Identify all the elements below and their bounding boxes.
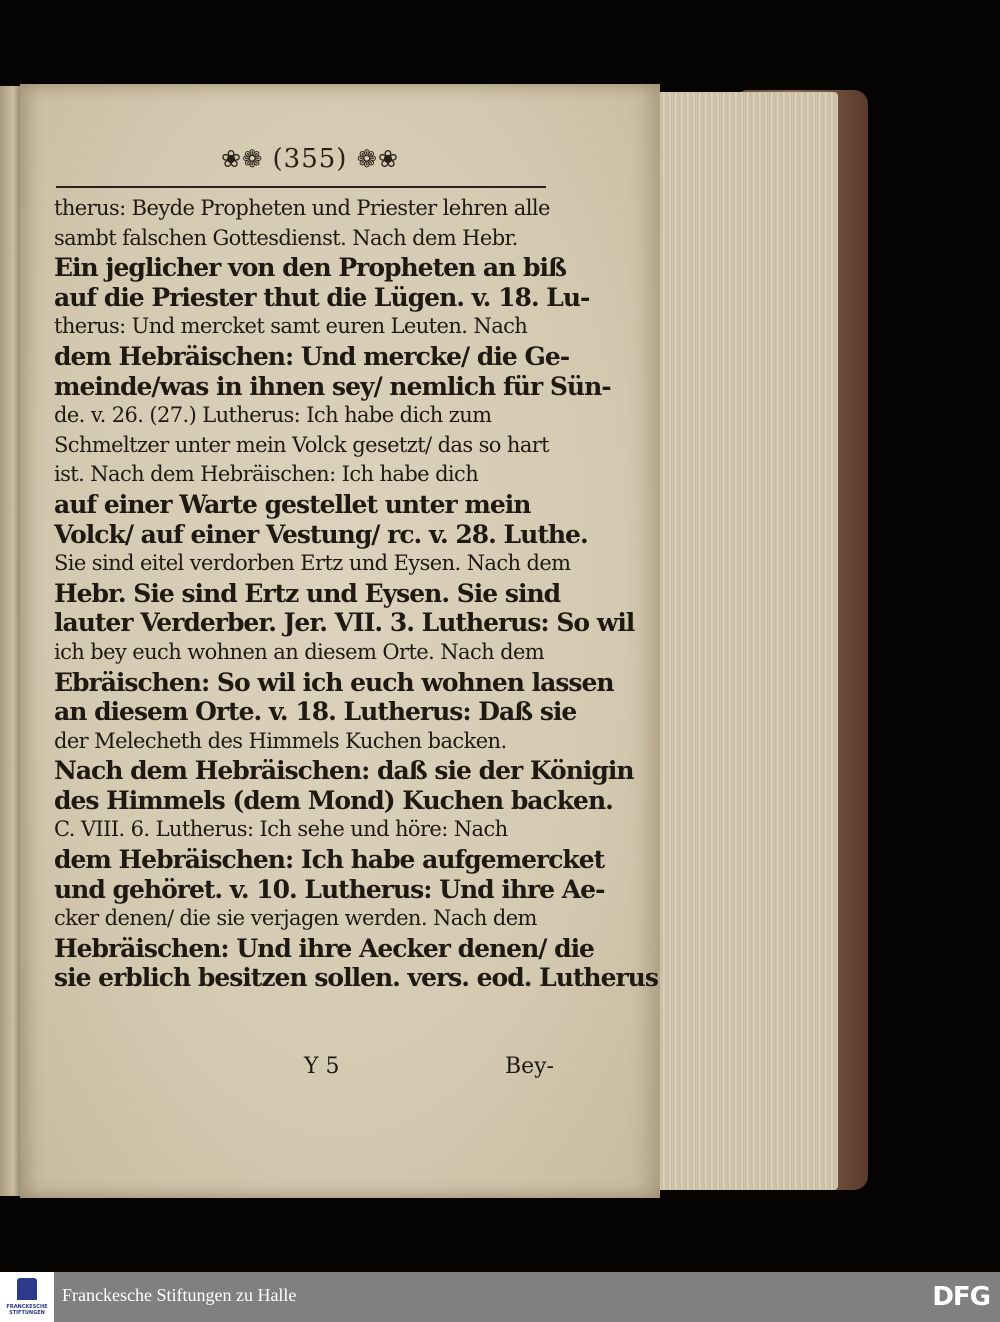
text-line: dem Hebräischen: Ich habe aufgemercket	[54, 845, 605, 875]
signature-mark: Y 5	[304, 1054, 340, 1079]
ornament-left-icon: ❀❁	[221, 145, 264, 173]
text-line: ist. Nach dem Hebräischen: Ich habe dich	[54, 462, 479, 487]
text-line: dem Hebräischen: Und mercke/ die Ge-	[54, 341, 570, 371]
text-line: ich bey euch wohnen an diesem Orte. Nach dem	[54, 639, 545, 664]
text-line: Ein jeglicher von den Propheten an biß	[54, 253, 566, 283]
text-line: Volck/ auf einer Vestung/ rc. v. 28. Luthe.	[54, 519, 588, 549]
ornament-right-icon: ❁❀	[356, 145, 399, 173]
dfg-logo[interactable]: DFG	[932, 1282, 990, 1312]
header-rule	[56, 186, 546, 188]
text-line: lauter Verderber. Jer. VII. 3. Lutherus: So wil	[54, 608, 635, 638]
page-text	[54, 194, 658, 993]
text-line: C. VIII. 6. Lutherus: Ich sehe und höre: Nach	[54, 817, 508, 842]
page-number: (355)	[272, 144, 348, 174]
book-page	[20, 84, 660, 1198]
text-line: meinde/was in ihnen sey/ nemlich für Sün-	[54, 371, 611, 401]
page-edges	[648, 92, 838, 1190]
text-line: des Himmels (dem Mond) Kuchen backen.	[54, 785, 613, 815]
catchword: Bey-	[504, 1054, 554, 1079]
page-header	[160, 144, 460, 174]
text-line: Sie sind eitel verdorben Ertz und Eysen. Nach dem	[54, 551, 571, 576]
text-line: sambt falschen Gottesdienst. Nach dem Hebr.	[54, 225, 518, 250]
text-line: Hebräischen: Und ihre Aecker denen/ die	[54, 933, 594, 963]
institution-logo[interactable]	[0, 1272, 54, 1322]
page-footer	[54, 1054, 554, 1084]
footer-bar	[0, 1272, 1000, 1322]
text-line: Hebr. Sie sind Ertz und Eysen. Sie sind	[54, 578, 561, 608]
text-line: cker denen/ die sie verjagen werden. Nach dem	[54, 906, 537, 931]
text-line: therus: Beyde Propheten und Priester lehren alle	[54, 196, 550, 220]
text-line: an diesem Orte. v. 18. Lutherus: Daß sie	[54, 697, 577, 727]
facing-page-edge	[0, 86, 22, 1196]
text-line: der Melecheth des Himmels Kuchen backen.	[54, 728, 507, 753]
text-line: de. v. 26. (27.) Lutherus: Ich habe dich zum	[54, 403, 492, 428]
text-line: Nach dem Hebräischen: daß sie der Königin	[54, 756, 634, 786]
text-line: auf einer Warte gestellet unter mein	[54, 489, 531, 519]
text-line: therus: Und mercket samt euren Leuten. Nach	[54, 314, 528, 339]
institution-name: Franckesche Stiftungen zu Halle	[62, 1285, 297, 1305]
logo-text: FRANCKESCHE STIFTUNGEN	[6, 1304, 48, 1316]
text-line: und gehöret. v. 10. Lutherus: Und ihre Ae-	[54, 874, 605, 904]
text-line: auf die Priester thut die Lügen. v. 18. Lu-	[54, 282, 590, 312]
text-line: Ebräischen: So wil ich euch wohnen lassen	[54, 667, 614, 697]
text-line: sie erblich besitzen sollen. vers. eod. Lutherus	[54, 963, 658, 993]
building-icon	[17, 1278, 37, 1300]
text-line: Schmeltzer unter mein Volck gesetzt/ das so hart	[54, 432, 550, 457]
